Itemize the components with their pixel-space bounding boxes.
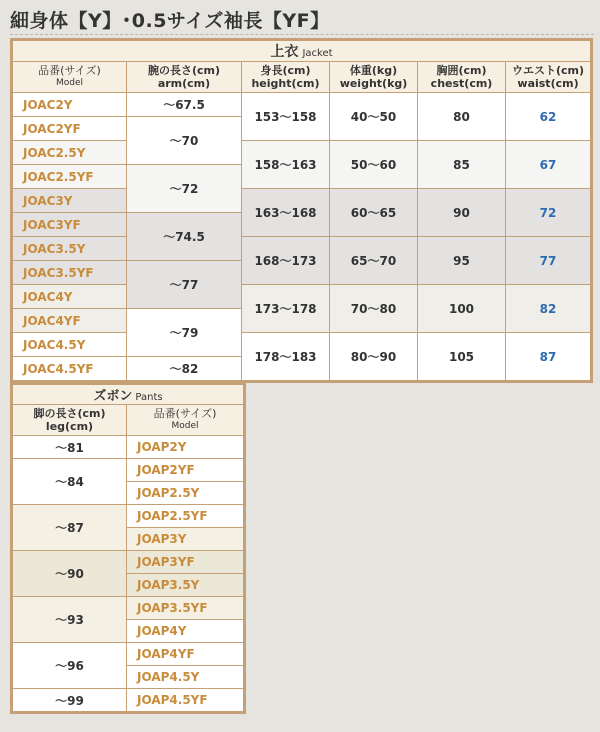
jacket-column-headers [12,62,592,93]
jacket-model-cell: JOAC2.5YF [12,165,127,189]
arm-cell: ～67.5 [127,93,242,117]
table-row [12,141,592,165]
pants-column-headers [12,405,245,436]
height-cell: 163～168 [242,189,330,237]
pants-model-cell: JOAP3.5YF [127,597,245,620]
jacket-size-table [10,38,593,383]
pants-size-table [10,382,246,714]
pants-section-header [12,384,245,405]
table-row [12,237,592,261]
table-row [12,689,245,713]
jacket-model-cell: JOAC4Y [12,285,127,309]
pants-model-cell: JOAP2YF [127,459,245,482]
table-row [12,551,245,574]
table-row [12,597,245,620]
chest-cell: 90 [418,189,506,237]
waist-cell: 67 [506,141,592,189]
waist-cell: 62 [506,93,592,141]
arm-cell: ～72 [127,165,242,213]
pants-model-cell: JOAP3Y [127,528,245,551]
header-waist: ウエスト(cm) waist(cm) [506,62,592,93]
header-height: 身長(cm) height(cm) [242,62,330,93]
header-leg: 脚の長さ(cm) leg(cm) [12,405,127,436]
jacket-model-cell: JOAC3.5Y [12,237,127,261]
header-model: 品番(サイズ) Model [12,62,127,93]
waist-cell: 87 [506,333,592,382]
pants-section-title: ズボン Pants [12,384,245,405]
jacket-model-cell: JOAC4.5Y [12,333,127,357]
table-row [12,93,592,117]
leg-cell: ～99 [12,689,127,713]
height-cell: 168～173 [242,237,330,285]
table-row [12,505,245,528]
jacket-section-title: 上衣 Jacket [12,40,592,62]
table-row [12,436,245,459]
arm-cell: ～77 [127,261,242,309]
chest-cell: 95 [418,237,506,285]
arm-cell: ～79 [127,309,242,357]
leg-cell: ～84 [12,459,127,505]
table-row [12,285,592,309]
jacket-model-cell: JOAC3Y [12,189,127,213]
arm-cell: ～74.5 [127,213,242,261]
jacket-model-cell: JOAC3YF [12,213,127,237]
weight-cell: 80～90 [330,333,418,382]
jacket-section-header [12,40,592,62]
pants-model-cell: JOAP3YF [127,551,245,574]
header-chest: 胸囲(cm) chest(cm) [418,62,506,93]
pants-model-cell: JOAP4.5YF [127,689,245,713]
chest-cell: 80 [418,93,506,141]
chest-cell: 85 [418,141,506,189]
waist-cell: 77 [506,237,592,285]
jacket-model-cell: JOAC3.5YF [12,261,127,285]
pants-model-cell: JOAP4Y [127,620,245,643]
leg-cell: ～96 [12,643,127,689]
height-cell: 153～158 [242,93,330,141]
pants-model-cell: JOAP2.5YF [127,505,245,528]
weight-cell: 40～50 [330,93,418,141]
weight-cell: 70～80 [330,285,418,333]
height-cell: 158～163 [242,141,330,189]
pants-model-cell: JOAP4YF [127,643,245,666]
waist-cell: 72 [506,189,592,237]
pants-model-cell: JOAP2Y [127,436,245,459]
header-weight: 体重(kg) weight(kg) [330,62,418,93]
pants-model-cell: JOAP2.5Y [127,482,245,505]
leg-cell: ～90 [12,551,127,597]
leg-cell: ～87 [12,505,127,551]
jacket-model-cell: JOAC2YF [12,117,127,141]
title-divider [10,34,594,35]
height-cell: 178～183 [242,333,330,382]
pants-model-cell: JOAP3.5Y [127,574,245,597]
pants-model-cell: JOAP4.5Y [127,666,245,689]
jacket-model-cell: JOAC4YF [12,309,127,333]
jacket-model-cell: JOAC4.5YF [12,357,127,382]
arm-cell: ～82 [127,357,242,382]
leg-cell: ～81 [12,436,127,459]
chest-cell: 105 [418,333,506,382]
leg-cell: ～93 [12,597,127,643]
weight-cell: 65～70 [330,237,418,285]
jacket-model-cell: JOAC2Y [12,93,127,117]
header-model: 品番(サイズ) Model [127,405,245,436]
waist-cell: 82 [506,285,592,333]
table-row [12,189,592,213]
arm-cell: ～70 [127,117,242,165]
weight-cell: 50～60 [330,141,418,189]
header-arm: 腕の長さ(cm) arm(cm) [127,62,242,93]
table-row [12,333,592,357]
table-row [12,459,245,482]
height-cell: 173～178 [242,285,330,333]
jacket-model-cell: JOAC2.5Y [12,141,127,165]
weight-cell: 60～65 [330,189,418,237]
page-title: 細身体【Y】･0.5サイズ袖長【YF】 [10,10,330,32]
chest-cell: 100 [418,285,506,333]
table-row [12,643,245,666]
